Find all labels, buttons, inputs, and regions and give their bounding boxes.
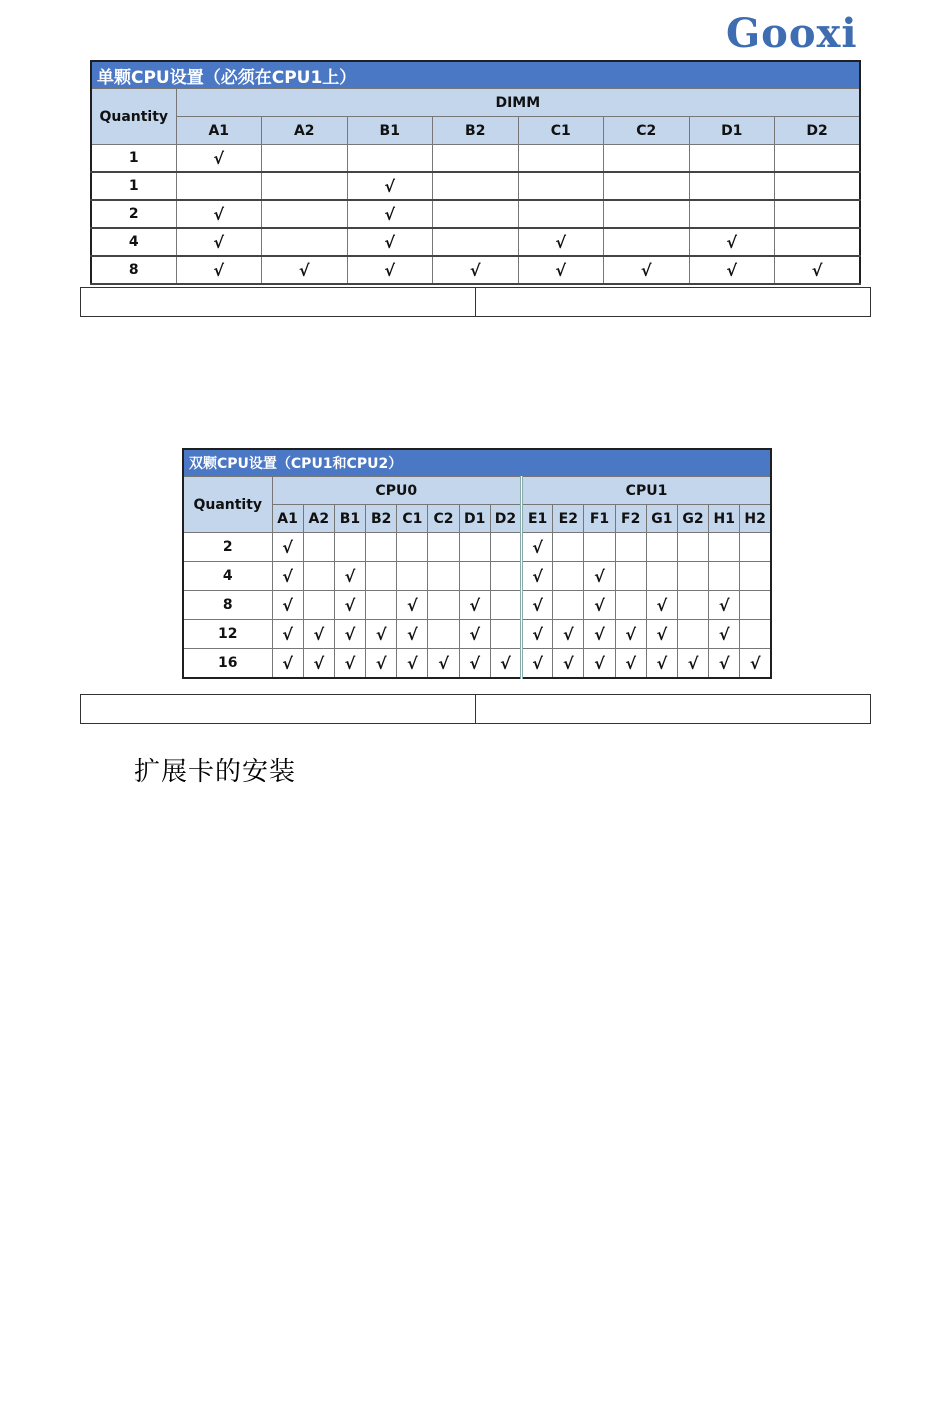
- check-mark-icon: √: [313, 624, 325, 644]
- table2-title: 双颗CPU设置（CPU1和CPU2）: [183, 449, 771, 477]
- slot-cell: [366, 533, 397, 562]
- slot-cell: [709, 620, 740, 649]
- slot-header: H1: [709, 505, 740, 533]
- table-row: [183, 620, 771, 649]
- check-mark-icon: √: [656, 595, 668, 615]
- slot-cell: [689, 145, 775, 173]
- quantity-cell: 4: [183, 562, 272, 591]
- check-mark-icon: √: [749, 653, 761, 673]
- table-row: [183, 649, 771, 679]
- quantity-cell: 2: [183, 533, 272, 562]
- check-mark-icon: √: [726, 260, 738, 280]
- slot-cell: [518, 145, 604, 173]
- slot-cell: [584, 649, 615, 679]
- slot-cell: [740, 649, 771, 679]
- table-row: [183, 533, 771, 562]
- slot-cell: [518, 172, 604, 200]
- table2-cpu0-header: CPU0: [272, 477, 522, 505]
- check-mark-icon: √: [344, 566, 356, 586]
- slot-cell: [262, 256, 348, 284]
- slot-cell: [604, 256, 690, 284]
- slot-cell: [709, 533, 740, 562]
- slot-cell: [709, 649, 740, 679]
- slot-cell: [775, 228, 861, 256]
- check-mark-icon: √: [625, 653, 636, 673]
- slot-cell: [303, 562, 334, 591]
- caption-cell-right: [475, 695, 870, 723]
- slot-header: H2: [740, 505, 771, 533]
- slot-cell: [553, 533, 584, 562]
- caption-cell-right: [475, 288, 870, 316]
- check-mark-icon: √: [298, 260, 310, 280]
- check-mark-icon: √: [640, 260, 652, 280]
- slot-cell: [522, 620, 553, 649]
- slot-header: C2: [428, 505, 459, 533]
- check-mark-icon: √: [811, 260, 823, 280]
- slot-cell: [176, 145, 262, 173]
- gooxi-logo: Gooxi: [726, 10, 858, 57]
- slot-cell: [615, 562, 646, 591]
- table-row: [183, 591, 771, 620]
- quantity-cell: 16: [183, 649, 272, 679]
- slot-cell: [366, 591, 397, 620]
- slot-cell: [176, 228, 262, 256]
- check-mark-icon: √: [562, 624, 574, 644]
- slot-cell: [397, 533, 428, 562]
- slot-cell: [303, 620, 334, 649]
- check-mark-icon: √: [532, 537, 543, 557]
- slot-cell: [553, 649, 584, 679]
- check-mark-icon: √: [344, 624, 356, 644]
- slot-cell: [522, 591, 553, 620]
- check-mark-icon: √: [438, 653, 449, 673]
- check-mark-icon: √: [384, 260, 396, 280]
- dual-cpu-dimm-table: [182, 448, 772, 679]
- slot-header: A2: [303, 505, 334, 533]
- slot-cell: [334, 620, 365, 649]
- check-mark-icon: √: [469, 595, 481, 615]
- table-row: [91, 145, 860, 173]
- slot-cell: [584, 591, 615, 620]
- slot-cell: [176, 256, 262, 284]
- check-mark-icon: √: [282, 653, 293, 673]
- table2-quantity-header: Quantity: [183, 477, 272, 533]
- slot-header: F2: [615, 505, 646, 533]
- slot-header: F1: [584, 505, 615, 533]
- slot-header: D2: [490, 505, 521, 533]
- table-row: [91, 172, 860, 200]
- slot-cell: [775, 172, 861, 200]
- table-row: [91, 200, 860, 228]
- table2-cpu1-header: CPU1: [522, 477, 772, 505]
- slot-cell: [272, 533, 303, 562]
- slot-cell: [740, 562, 771, 591]
- slot-cell: [518, 256, 604, 284]
- quantity-cell: 1: [91, 145, 176, 173]
- quantity-cell: 12: [183, 620, 272, 649]
- slot-cell: [677, 533, 708, 562]
- table-row: [183, 562, 771, 591]
- slot-cell: [459, 533, 490, 562]
- table-row: [91, 228, 860, 256]
- slot-cell: [428, 649, 459, 679]
- slot-cell: [604, 228, 690, 256]
- check-mark-icon: √: [469, 653, 481, 673]
- slot-cell: [272, 591, 303, 620]
- slot-cell: [397, 591, 428, 620]
- slot-cell: [433, 200, 519, 228]
- check-mark-icon: √: [384, 232, 396, 252]
- slot-cell: [604, 145, 690, 173]
- slot-cell: [740, 533, 771, 562]
- check-mark-icon: √: [718, 624, 730, 644]
- check-mark-icon: √: [469, 624, 481, 644]
- check-mark-icon: √: [282, 595, 293, 615]
- check-mark-icon: √: [313, 653, 325, 673]
- check-mark-icon: √: [213, 204, 225, 224]
- slot-cell: [553, 620, 584, 649]
- slot-cell: [459, 562, 490, 591]
- check-mark-icon: √: [344, 653, 356, 673]
- slot-header: A1: [272, 505, 303, 533]
- table1-title: 单颗CPU设置（必须在CPU1上）: [91, 61, 860, 89]
- slot-cell: [303, 533, 334, 562]
- check-mark-icon: √: [213, 232, 225, 252]
- slot-cell: [677, 591, 708, 620]
- slot-cell: [428, 533, 459, 562]
- slot-cell: [490, 620, 521, 649]
- slot-cell: [366, 620, 397, 649]
- slot-cell: [433, 145, 519, 173]
- slot-cell: [334, 591, 365, 620]
- slot-header: G2: [677, 505, 708, 533]
- slot-header: B2: [366, 505, 397, 533]
- single-cpu-dimm-table: [90, 60, 861, 285]
- slot-cell: [397, 649, 428, 679]
- slot-header: C1: [518, 117, 604, 145]
- check-mark-icon: √: [594, 624, 605, 644]
- check-mark-icon: √: [718, 653, 730, 673]
- table-row: [91, 256, 860, 284]
- slot-cell: [459, 620, 490, 649]
- check-mark-icon: √: [213, 148, 225, 168]
- slot-cell: [522, 649, 553, 679]
- check-mark-icon: √: [532, 595, 543, 615]
- check-mark-icon: √: [375, 653, 387, 673]
- check-mark-icon: √: [407, 653, 418, 673]
- check-mark-icon: √: [594, 595, 605, 615]
- slot-cell: [272, 649, 303, 679]
- slot-cell: [272, 562, 303, 591]
- slot-cell: [522, 562, 553, 591]
- slot-cell: [677, 649, 708, 679]
- slot-cell: [428, 620, 459, 649]
- slot-cell: [334, 533, 365, 562]
- quantity-cell: 8: [183, 591, 272, 620]
- check-mark-icon: √: [532, 624, 543, 644]
- slot-header: A1: [176, 117, 262, 145]
- slot-cell: [176, 172, 262, 200]
- slot-header: E1: [522, 505, 553, 533]
- check-mark-icon: √: [726, 232, 738, 252]
- quantity-cell: 2: [91, 200, 176, 228]
- slot-cell: [677, 620, 708, 649]
- slot-cell: [709, 591, 740, 620]
- check-mark-icon: √: [594, 653, 605, 673]
- check-mark-icon: √: [384, 176, 396, 196]
- slot-cell: [584, 562, 615, 591]
- slot-cell: [615, 649, 646, 679]
- slot-cell: [584, 620, 615, 649]
- slot-cell: [459, 591, 490, 620]
- slot-header: B1: [347, 117, 433, 145]
- check-mark-icon: √: [562, 653, 574, 673]
- slot-header: D1: [689, 117, 775, 145]
- slot-cell: [740, 620, 771, 649]
- slot-cell: [604, 200, 690, 228]
- quantity-cell: 4: [91, 228, 176, 256]
- slot-cell: [740, 591, 771, 620]
- quantity-cell: 1: [91, 172, 176, 200]
- slot-cell: [347, 200, 433, 228]
- slot-cell: [615, 620, 646, 649]
- slot-cell: [397, 562, 428, 591]
- slot-cell: [553, 562, 584, 591]
- check-mark-icon: √: [625, 624, 636, 644]
- slot-header: B1: [334, 505, 365, 533]
- caption-cell-left: [81, 288, 475, 316]
- slot-cell: [646, 562, 677, 591]
- slot-cell: [490, 562, 521, 591]
- slot-cell: [433, 172, 519, 200]
- check-mark-icon: √: [555, 260, 567, 280]
- slot-cell: [262, 145, 348, 173]
- slot-cell: [615, 591, 646, 620]
- slot-cell: [428, 591, 459, 620]
- slot-cell: [262, 172, 348, 200]
- slot-cell: [272, 620, 303, 649]
- check-mark-icon: √: [656, 653, 668, 673]
- slot-header: G1: [646, 505, 677, 533]
- check-mark-icon: √: [344, 595, 356, 615]
- slot-header: A2: [262, 117, 348, 145]
- slot-cell: [490, 649, 521, 679]
- slot-cell: [604, 172, 690, 200]
- table1-dimm-header: DIMM: [176, 89, 860, 117]
- check-mark-icon: √: [532, 566, 543, 586]
- slot-cell: [775, 200, 861, 228]
- check-mark-icon: √: [407, 624, 418, 644]
- slot-cell: [490, 533, 521, 562]
- slot-cell: [677, 562, 708, 591]
- slot-cell: [646, 649, 677, 679]
- slot-cell: [646, 591, 677, 620]
- slot-cell: [709, 562, 740, 591]
- slot-cell: [646, 533, 677, 562]
- slot-cell: [347, 172, 433, 200]
- check-mark-icon: √: [718, 595, 730, 615]
- slot-cell: [689, 228, 775, 256]
- slot-cell: [366, 562, 397, 591]
- slot-header: E2: [553, 505, 584, 533]
- slot-cell: [433, 228, 519, 256]
- slot-cell: [689, 256, 775, 284]
- table1-quantity-header: Quantity: [91, 89, 176, 145]
- caption-row-2: [80, 694, 871, 724]
- slot-cell: [433, 256, 519, 284]
- caption-cell-left: [81, 695, 475, 723]
- slot-cell: [553, 591, 584, 620]
- slot-cell: [518, 228, 604, 256]
- check-mark-icon: √: [656, 624, 668, 644]
- slot-cell: [689, 172, 775, 200]
- slot-cell: [347, 256, 433, 284]
- slot-cell: [490, 591, 521, 620]
- slot-cell: [775, 145, 861, 173]
- slot-cell: [775, 256, 861, 284]
- check-mark-icon: √: [687, 653, 699, 673]
- slot-header: C2: [604, 117, 690, 145]
- slot-header: B2: [433, 117, 519, 145]
- slot-cell: [646, 620, 677, 649]
- check-mark-icon: √: [375, 624, 387, 644]
- slot-cell: [334, 649, 365, 679]
- slot-cell: [303, 591, 334, 620]
- slot-cell: [262, 228, 348, 256]
- slot-cell: [428, 562, 459, 591]
- slot-cell: [459, 649, 490, 679]
- slot-cell: [615, 533, 646, 562]
- slot-cell: [522, 533, 553, 562]
- slot-header: D1: [459, 505, 490, 533]
- caption-row-1: [80, 287, 871, 317]
- check-mark-icon: √: [384, 204, 396, 224]
- slot-cell: [689, 200, 775, 228]
- check-mark-icon: √: [555, 232, 567, 252]
- check-mark-icon: √: [500, 653, 511, 673]
- slot-header: D2: [775, 117, 861, 145]
- slot-cell: [366, 649, 397, 679]
- check-mark-icon: √: [407, 595, 418, 615]
- slot-cell: [347, 145, 433, 173]
- slot-cell: [397, 620, 428, 649]
- slot-cell: [262, 200, 348, 228]
- check-mark-icon: √: [594, 566, 605, 586]
- check-mark-icon: √: [532, 653, 543, 673]
- section-heading: 扩展卡的安装: [134, 757, 297, 787]
- check-mark-icon: √: [469, 260, 481, 280]
- slot-cell: [347, 228, 433, 256]
- quantity-cell: 8: [91, 256, 176, 284]
- slot-cell: [334, 562, 365, 591]
- slot-header: C1: [397, 505, 428, 533]
- check-mark-icon: √: [213, 260, 225, 280]
- check-mark-icon: √: [282, 624, 293, 644]
- slot-cell: [303, 649, 334, 679]
- check-mark-icon: √: [282, 566, 293, 586]
- slot-cell: [518, 200, 604, 228]
- slot-cell: [584, 533, 615, 562]
- slot-cell: [176, 200, 262, 228]
- check-mark-icon: √: [282, 537, 293, 557]
